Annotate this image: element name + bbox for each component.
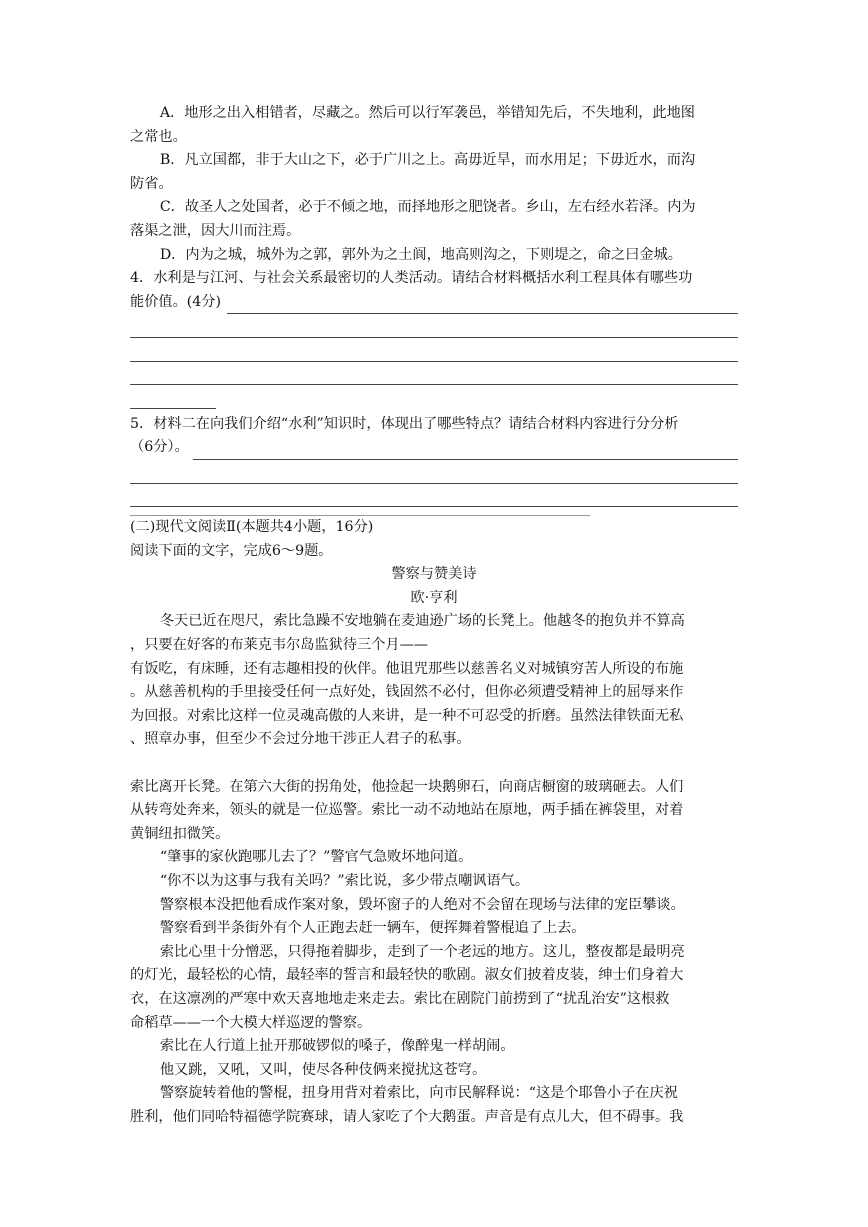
story-paragraph: 他又跳，又吼，又叫，使尽各种伎俩来搅扰这苍穹。 (159, 1061, 487, 1078)
story-paragraph: “你不以为这事与我有关吗？”索比说，多少带点嘲讽语气。 (159, 873, 530, 889)
answer-line[interactable] (130, 314, 738, 338)
answer-line[interactable] (130, 338, 738, 362)
story-paragraph: 胜利，他们同哈特福德学院赛球，请人家吃了个大鹅蛋。声音是有点儿大，但不碍事。我 (130, 1108, 684, 1125)
story-paragraph: 、照章办事，但至少不会过分地干涉正人君子的私事。 (130, 731, 471, 748)
story-paragraph: 索比在人行道上扯开那破锣似的嗓子，像醉鬼一样胡闹。 (159, 1038, 515, 1055)
story-paragraph: 索比离开长凳。在第六大街的拐角处，他捡起一块鹅卵石，向商店橱窗的玻璃砸去。人们 (130, 778, 684, 795)
story-paragraph: 。从慈善机构的手里接受任何一点好处，钱固然不必付，但你必须遭受精神上的屈辱来作 (130, 684, 684, 701)
option-c-line2: 落渠之泄，因大川而注焉。 (130, 222, 301, 239)
story-paragraph: 为回报。对索比这样一位灵魂高傲的人来讲，是一种不可忍受的折磨。虽然法律铁面无私 (130, 707, 684, 724)
story-paragraph: ，只要在好客的布莱克韦尔岛监狱待三个月—— (130, 637, 428, 654)
story-author: 欧·亨利 (410, 589, 458, 606)
option-a (130, 102, 738, 149)
section-instruction: 阅读下面的文字，完成6～9题。 (130, 542, 333, 559)
story-paragraph: 有饭吃，有床睡，还有志趣相投的伙伴。他诅咒那些以慈善名义对城镇穷苦人所设的布施 (130, 660, 684, 677)
spacer (130, 752, 738, 776)
section-heading: (二)现代文阅读Ⅱ(本题共4小题，16分) (130, 519, 374, 536)
story-paragraph: 冬天已近在咫尺，索比急躁不安地躺在麦迪逊广场的长凳上。他越冬的抱负并不算高 (159, 613, 685, 630)
answer-line[interactable] (130, 484, 738, 508)
answer-line[interactable] (130, 385, 216, 409)
story-paragraph: 的灯光，最轻松的心情，最轻率的誓言和最轻快的歌剧。淑女们披着皮装，绅士们身着大 (130, 967, 684, 984)
question-5 (130, 413, 738, 516)
option-b (130, 149, 738, 196)
section-2 (130, 516, 738, 563)
story-paragraph: 黄铜纽扣微笑。 (130, 825, 230, 842)
question-5-line2-row (130, 436, 738, 460)
story-paragraph: 命稻草——一个大模大样巡逻的警察。 (130, 1014, 372, 1031)
story-paragraph: “肇事的家伙跑哪儿去了？”警官气急败坏地问道。 (159, 849, 473, 866)
story-paragraph: 衣，在这凛冽的严寒中欢天喜地地走来走去。索比在剧院门前捞到了“扰乱治安”这根救 (130, 990, 670, 1007)
story-paragraph: 警察旋转着他的警棍，扭身用背对着索比，向市民解释说：“这是个耶鲁小子在庆祝 (159, 1085, 678, 1102)
option-a-line2: 之常也。 (130, 128, 187, 145)
story-paragraph: 索比心里十分憎恶，只得拖着脚步，走到了一个老远的地方。这儿，整夜都是最明亮 (159, 943, 685, 960)
option-c (130, 196, 738, 243)
answer-line[interactable] (227, 293, 738, 314)
question-5-line2: （6分）。 (130, 439, 189, 456)
option-d (130, 244, 738, 268)
answer-line[interactable] (130, 362, 738, 386)
option-a-line1: A．地形之出入相错者，尽藏之。然后可以行军袭邑，举错知先后，不失地利，此地图 (159, 105, 695, 121)
option-b-line2: 防省。 (130, 175, 173, 192)
story-paragraph: 警察根本没把他看成作案对象，毁坏窗子的人绝对不会留在现场与法律的宠臣攀谈。 (159, 896, 685, 913)
option-c-line1: C．故圣人之处国者，必于不倾之地，而择地形之肥饶者。乡山，左右经水若泽。内为 (159, 199, 696, 216)
answer-line[interactable] (130, 460, 738, 484)
story-title: 警察与赞美诗 (391, 566, 477, 583)
story (130, 563, 738, 1129)
question-4-line2-row (130, 291, 738, 315)
question-4-line1: 4．水利是与江河、与社会关系最密切的人类活动。请结合材料概括水利工程具体有哪些功 (130, 270, 693, 287)
story-paragraph: 从转弯处奔来，领头的就是一位巡警。索比一动不动地站在原地，两手插在裤袋里，对着 (130, 802, 684, 819)
question-5-line1: 5．材料二在向我们介绍“水利”知识时，体现出了哪些特点？请结合材料内容进行分分析 (130, 415, 679, 432)
option-b-line1: B．凡立国都，非于大山之下，必于广川之上。高毋近旱，而水用足；下毋近水，而沟 (159, 152, 696, 169)
story-paragraph: 警察看到半条街外有个人正跑去赶一辆车，便挥舞着警棍追了上去。 (159, 920, 586, 937)
question-4 (130, 267, 738, 409)
question-4-line2: 能价值。(4分) (130, 293, 222, 310)
option-d-line1: D．内为之城，城外为之郭，郭外为之土阆，地高则沟之，下则堤之，命之曰金城。 (159, 246, 682, 263)
answer-line[interactable] (193, 439, 738, 460)
